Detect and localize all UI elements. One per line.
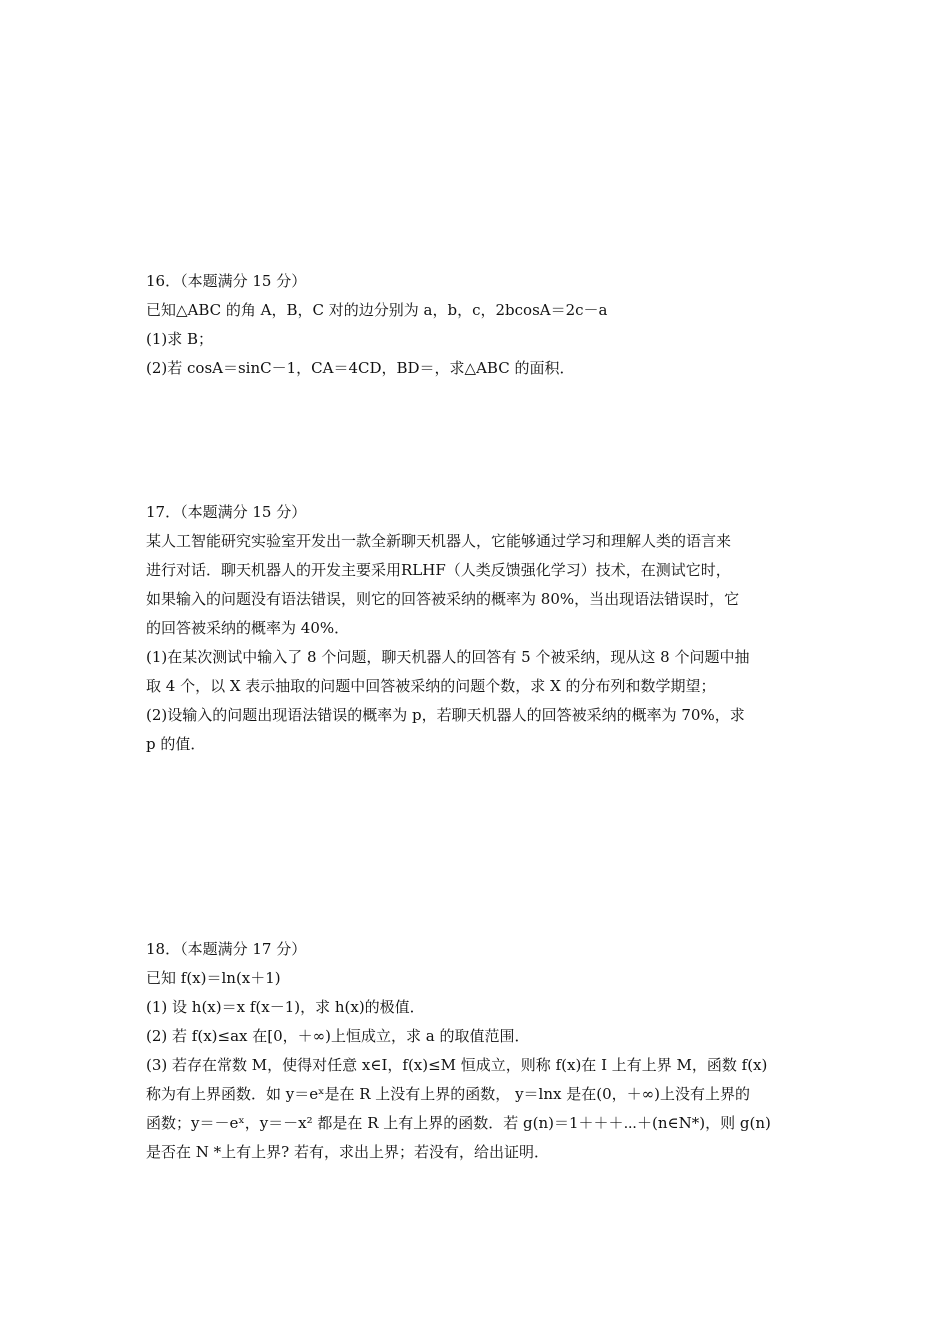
- question-17-line: 取 4 个，以 X 表示抽取的问题中回答被采纳的问题个数，求 X 的分布列和数学期望；: [146, 677, 716, 695]
- question-17-line: (1)在某次测试中输入了 8 个问题，聊天机器人的回答有 5 个被采纳，现从这 8 个问题中抽: [146, 648, 750, 666]
- question-16-header: 16．（本题满分 15 分）: [146, 272, 307, 290]
- question-17-line: p 的值．: [146, 735, 206, 753]
- question-16-line: 已知△ABC 的角 A，B，C 对的边分别为 a，b，c，2bcosA＝2c－a: [146, 301, 608, 319]
- question-17-header: 17．（本题满分 15 分）: [146, 503, 307, 521]
- question-18-line: (1) 设 h(x)＝x f(x－1)，求 h(x)的极值．: [146, 998, 425, 1016]
- question-16-line: (1)求 B；: [146, 330, 214, 348]
- question-17-line: (2)设输入的问题出现语法错误的概率为 p，若聊天机器人的回答被采纳的概率为 70%，求: [146, 706, 745, 724]
- question-18-line: 已知 f(x)＝ln(x＋1): [146, 969, 281, 987]
- question-17-line: 进行对话．聊天机器人的开发主要采用RLHF（人类反馈强化学习）技术，在测试它时，: [146, 561, 731, 579]
- question-18-line: 称为有上界函数．如 y＝eˣ是在 R 上没有上界的函数， y＝lnx 是在(0，＋∞)上没有上界的: [146, 1085, 750, 1103]
- question-17-line: 如果输入的问题没有语法错误，则它的回答被采纳的概率为 80%，当出现语法错误时，它: [146, 590, 740, 608]
- question-17-line: 的回答被采纳的概率为 40%．: [146, 619, 350, 637]
- question-16: [146, 267, 608, 383]
- question-18-line: 是否在 N *上有上界? 若有，求出上界；若没有，给出证明．: [146, 1143, 549, 1161]
- question-17-line: 某人工智能研究实验室开发出一款全新聊天机器人，它能够通过学习和理解人类的语言来: [146, 532, 732, 550]
- question-18-line: (2) 若 f(x)≤ax 在[0，＋∞)上恒成立，求 a 的取值范围．: [146, 1027, 530, 1045]
- question-18: [146, 935, 771, 1167]
- question-18-line: (3) 若存在常数 M，使得对任意 x∈I，f(x)≤M 恒成立，则称 f(x)在 I 上有上界 M，函数 f(x): [146, 1056, 768, 1074]
- question-17: [146, 498, 750, 759]
- question-18-header: 18．（本题满分 17 分）: [146, 940, 307, 958]
- question-16-line: (2)若 cosA＝sinC－1，CA＝4CD，BD＝，求△ABC 的面积．: [146, 359, 575, 377]
- question-18-line: 函数；y＝－eˣ，y＝－x² 都是在 R 上有上界的函数．若 g(n)＝1＋＋＋⋯＋(n∈N*)，则 g(n): [146, 1114, 771, 1132]
